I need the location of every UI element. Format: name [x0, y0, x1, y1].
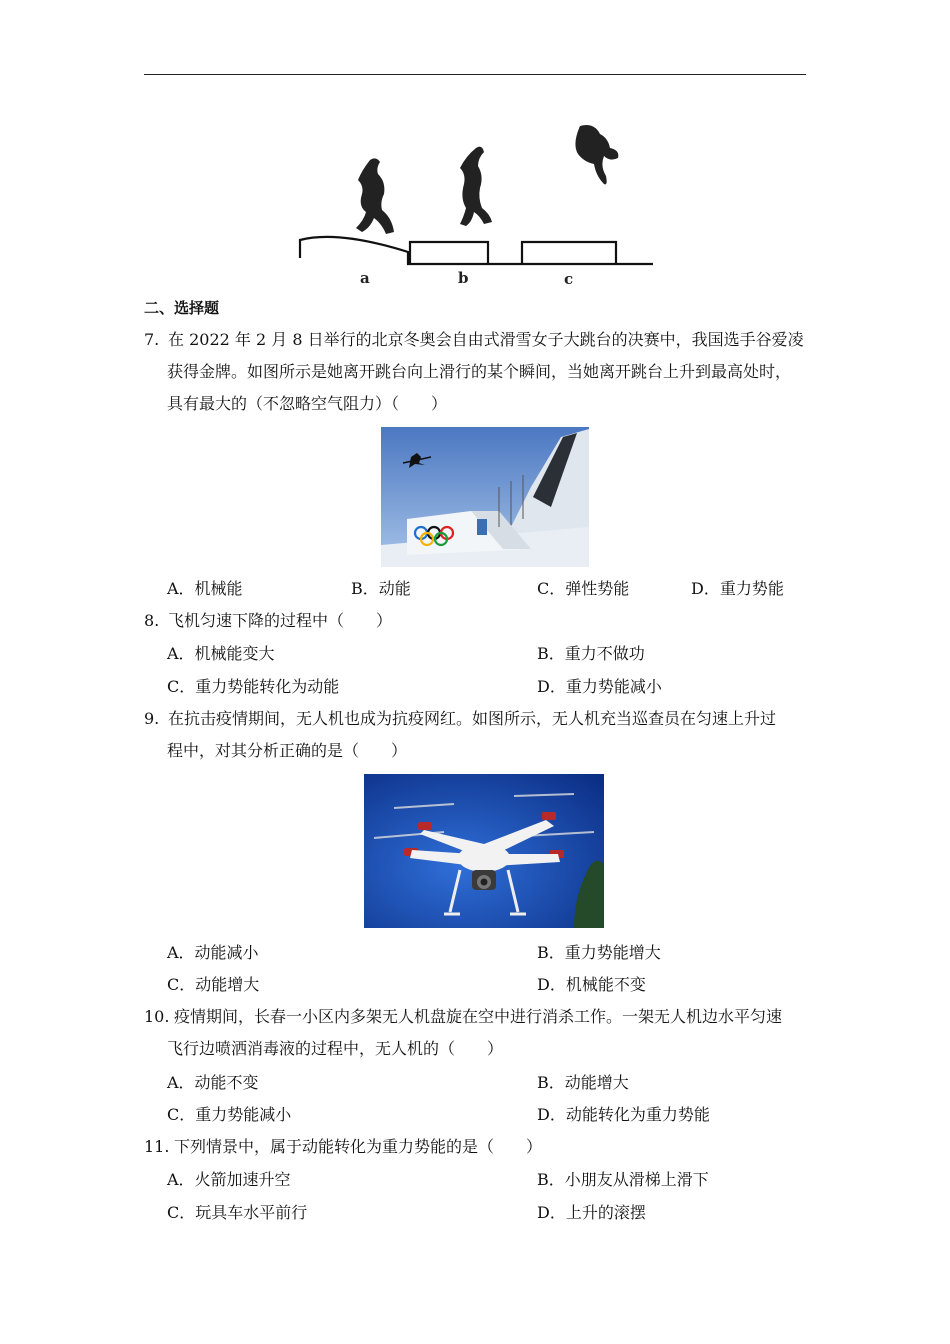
- question-8: [144, 605, 810, 637]
- question-line: 飞行边喷洒消毒液的过程中，无人机的（ ）: [167, 1039, 504, 1058]
- question-line: 飞机匀速下降的过程中（ ）: [168, 611, 393, 630]
- question-line: 下列情景中，属于动能转化为重力势能的是（ ）: [174, 1137, 543, 1156]
- question-line: 疫情期间，长春一小区内多架无人机盘旋在空中进行消杀工作。一架无人机边水平匀速: [174, 1007, 783, 1026]
- platform-c-outline: [522, 242, 616, 264]
- option-7-d[interactable]: D．重力势能: [691, 579, 784, 598]
- option-7-a[interactable]: A．机械能: [167, 579, 243, 598]
- option-8-b[interactable]: B．重力不做功: [537, 644, 645, 663]
- label-c: c: [564, 270, 574, 288]
- question-number: 11.: [144, 1137, 170, 1156]
- option-10-d[interactable]: D．动能转化为重力势能: [537, 1105, 710, 1124]
- question-line: 程中，对其分析正确的是（ ）: [167, 741, 408, 760]
- platform-b-outline: [410, 242, 488, 264]
- drone-photo: [364, 774, 604, 928]
- option-11-b[interactable]: B．小朋友从滑梯上滑下: [537, 1170, 709, 1189]
- question-9: [144, 703, 810, 767]
- option-11-c[interactable]: C．玩具车水平前行: [167, 1203, 308, 1222]
- question-number: 10.: [144, 1007, 170, 1026]
- question-10: [144, 1001, 810, 1065]
- question-line: 在 2022 年 2 月 8 日举行的北京冬奥会自由式滑雪女子大跳台的决赛中，我国选手谷爱凌: [168, 330, 804, 349]
- ski-jump-photo: [381, 427, 589, 567]
- question-number: 9.: [144, 709, 160, 728]
- option-11-d[interactable]: D．上升的滚摆: [537, 1203, 646, 1222]
- option-10-b[interactable]: B．动能增大: [537, 1073, 629, 1092]
- option-9-a[interactable]: A．动能减小: [167, 943, 259, 962]
- option-8-c[interactable]: C．重力势能转化为动能: [167, 677, 340, 696]
- option-8-a[interactable]: A．机械能变大: [167, 644, 275, 663]
- skater-a: [356, 158, 394, 234]
- question-11: [144, 1131, 810, 1163]
- jump-platforms-figure: [298, 118, 654, 290]
- question-line: 具有最大的（不忽略空气阻力）（ ）: [167, 394, 448, 413]
- option-7-b[interactable]: B．动能: [351, 579, 411, 598]
- label-b: b: [458, 269, 469, 287]
- question-7: [144, 324, 810, 420]
- question-number: 8.: [144, 611, 160, 630]
- question-line: 获得金牌。如图所示是她离开跳台向上滑行的某个瞬间，当她离开跳台上升到最高处时，: [167, 362, 792, 381]
- option-10-a[interactable]: A．动能不变: [167, 1073, 259, 1092]
- skater-c: [575, 125, 618, 184]
- section-title: 二、选择题: [144, 299, 220, 317]
- question-number: 7.: [144, 330, 160, 349]
- skater-b: [460, 147, 492, 226]
- option-11-a[interactable]: A．火箭加速升空: [167, 1170, 291, 1189]
- header-rule: [144, 74, 806, 75]
- question-line: 在抗击疫情期间，无人机也成为抗疫网红。如图所示，无人机充当巡查员在匀速上升过: [168, 709, 777, 728]
- label-a: a: [360, 269, 370, 287]
- option-8-d[interactable]: D．重力势能减小: [537, 677, 662, 696]
- option-9-b[interactable]: B．重力势能增大: [537, 943, 661, 962]
- option-9-d[interactable]: D．机械能不变: [537, 975, 646, 994]
- option-7-c[interactable]: C．弹性势能: [537, 579, 630, 598]
- option-9-c[interactable]: C．动能增大: [167, 975, 260, 994]
- option-10-c[interactable]: C．重力势能减小: [167, 1105, 292, 1124]
